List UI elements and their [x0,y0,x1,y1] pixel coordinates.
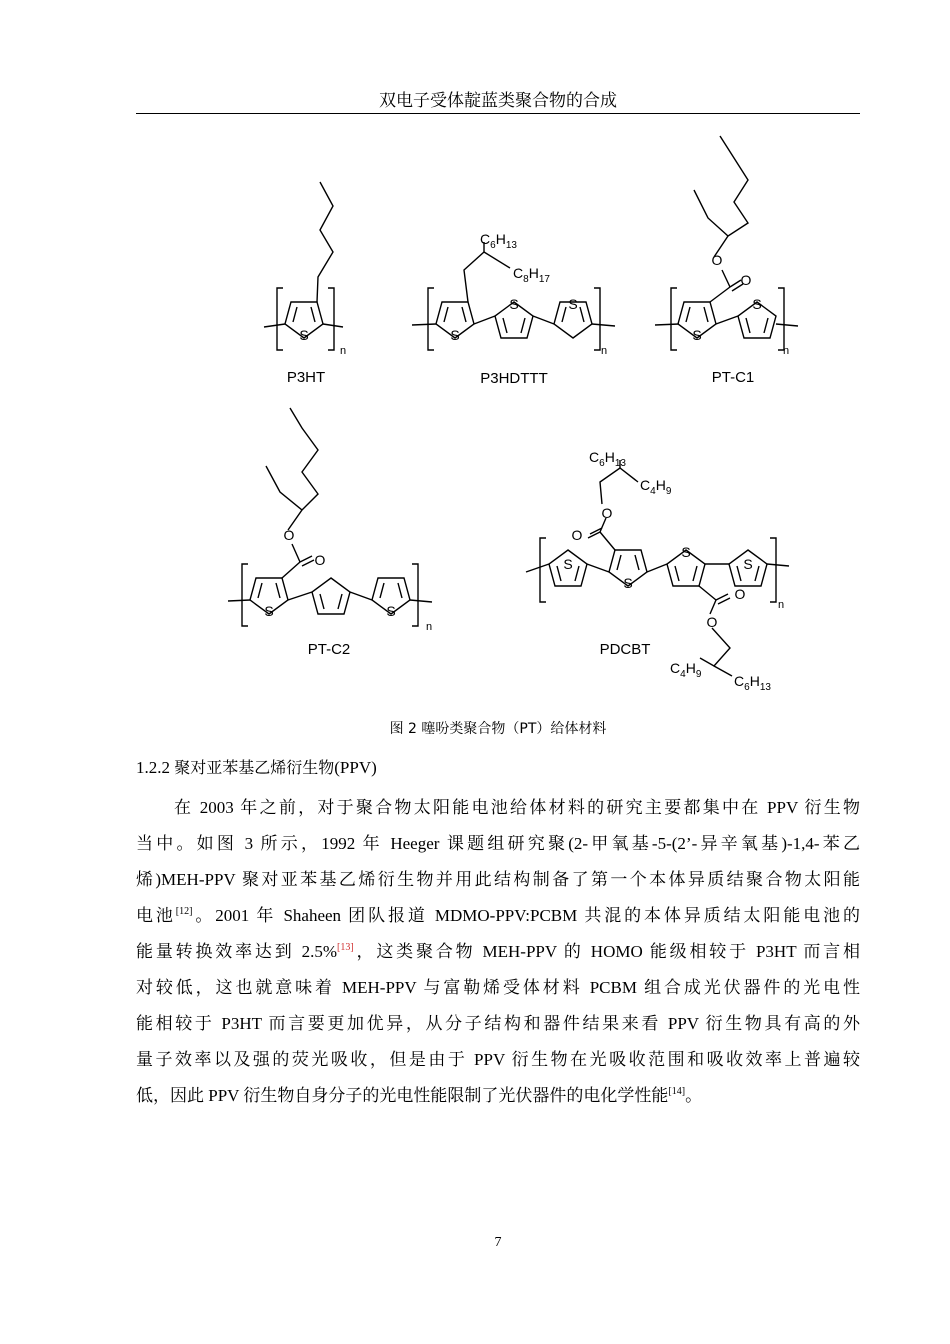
section-title: 聚对亚苯基乙烯衍生物 [174,758,335,777]
structure-pt-c2 [228,408,432,626]
paragraph-text: 电池 [136,906,176,925]
substituent-c6h13: $C_6H_{13}$ [589,449,626,469]
paragraph-line: 能相较于 P3HT 而言要更加优异，从分子结构和器件结果来看 PPV 衍生物具有高的外 [136,1014,860,1033]
paragraph-line: 量子效率以及强的荧光吸收，但是由于 PPV 衍生物在光吸收范围和吸收效率上普遍较 [136,1050,860,1069]
label-pt-c1: PT-C1 [711,369,755,386]
sulfur-atom: S [681,544,691,560]
structure-pt-c1 [655,136,798,350]
sulfur-atom: S [623,575,633,591]
label-p3ht: P3HT [286,369,326,386]
citation-12: [12] [175,906,193,917]
chemical-structures-diagram [0,120,950,700]
substituent-c6h13: $C_6H_{13}$ [734,673,771,693]
paragraph-line: 烯)MEH-PPV 聚对亚苯基乙烯衍生物并用此结构制备了第一个本体异质结聚合物太阳能 [136,870,860,889]
sulfur-atom: S [299,327,309,343]
paragraph-line: 在 2003 年之前，对于聚合物太阳能电池给体材料的研究主要都集中在 PPV 衍生物 [174,798,860,817]
paragraph-text: ，这类聚合物 MEH-PPV 的 HOMO 能级相较于 P3HT 而言相 [353,942,860,961]
repeat-unit-n: n [340,345,347,357]
sulfur-atom: S [386,603,396,619]
figure-thiophene-polymers [0,120,950,700]
citation-14: [14] [668,1086,686,1097]
paragraph-line: 当中。如图 3 所示，1992 年 Heeger 课题组研究聚(2-甲氧基-5-(2’-异辛氧基)-1,4-苯乙 [136,834,860,853]
structure-p3ht [264,182,343,350]
body-paragraph [136,790,860,1114]
substituent-c8h17: $C_8H_{17}$ [513,265,550,285]
sulfur-atom: S [743,556,753,572]
substituent-c4h9: $C_4H_9$ [640,477,672,497]
oxygen-atom: O [734,586,746,602]
label-p3hdttt: P3HDTTT [480,370,548,387]
label-pdcbt: PDCBT [599,641,651,658]
page-number: 7 [494,1235,502,1250]
paragraph-line [136,1078,860,1114]
sulfur-atom: S [450,327,460,343]
section-number: 1.2.2 [136,758,170,777]
oxygen-atom: O [706,614,718,630]
paragraph-text: 低，因此 PPV 衍生物自身分子的光电性能限制了光伏器件的电化学性能 [136,1086,669,1105]
citation-13: [13] [337,942,354,953]
paragraph-text: 。2001 年 Shaheen 团队报道 MDMO-PPV:PCBM 共混的本体异质结太阳能电池的 [192,906,861,925]
figure-caption: 图 2 噻吩类聚合物（PT）给体材料 [389,721,607,737]
repeat-unit-n: n [601,345,608,357]
repeat-unit-n: n [426,621,433,633]
paragraph-line [136,898,860,934]
repeat-unit-n: n [778,599,785,611]
oxygen-atom: O [601,505,613,521]
oxygen-atom: O [740,272,752,288]
substituent-c4h9: $C_4H_9$ [670,660,702,680]
sulfur-atom: S [264,603,274,619]
label-pt-c2: PT-C2 [307,641,351,658]
oxygen-atom: O [711,252,723,268]
paragraph-text: 。 [685,1086,703,1105]
section-title-suffix: (PPV) [334,758,377,777]
repeat-unit-n: n [783,345,790,357]
substituent-c6h13: $C_6H_{13}$ [480,231,517,251]
oxygen-atom: O [283,527,295,543]
section-heading [136,755,860,781]
paragraph-text: 能量转换效率达到 2.5% [136,942,338,961]
oxygen-atom: O [571,527,583,543]
paragraph-line [136,934,860,970]
oxygen-atom: O [314,552,326,568]
sulfur-atom: S [568,296,578,312]
paragraph-line: 对较低，这也就意味着 MEH-PPV 与富勒烯受体材料 PCBM 组合成光伏器件的光电性 [136,978,860,997]
sulfur-atom: S [752,296,762,312]
running-header: 双电子受体靛蓝类聚合物的合成 [379,91,617,110]
sulfur-atom: S [692,327,702,343]
sulfur-atom: S [563,556,573,572]
sulfur-atom: S [509,296,519,312]
header-rule [136,113,860,114]
